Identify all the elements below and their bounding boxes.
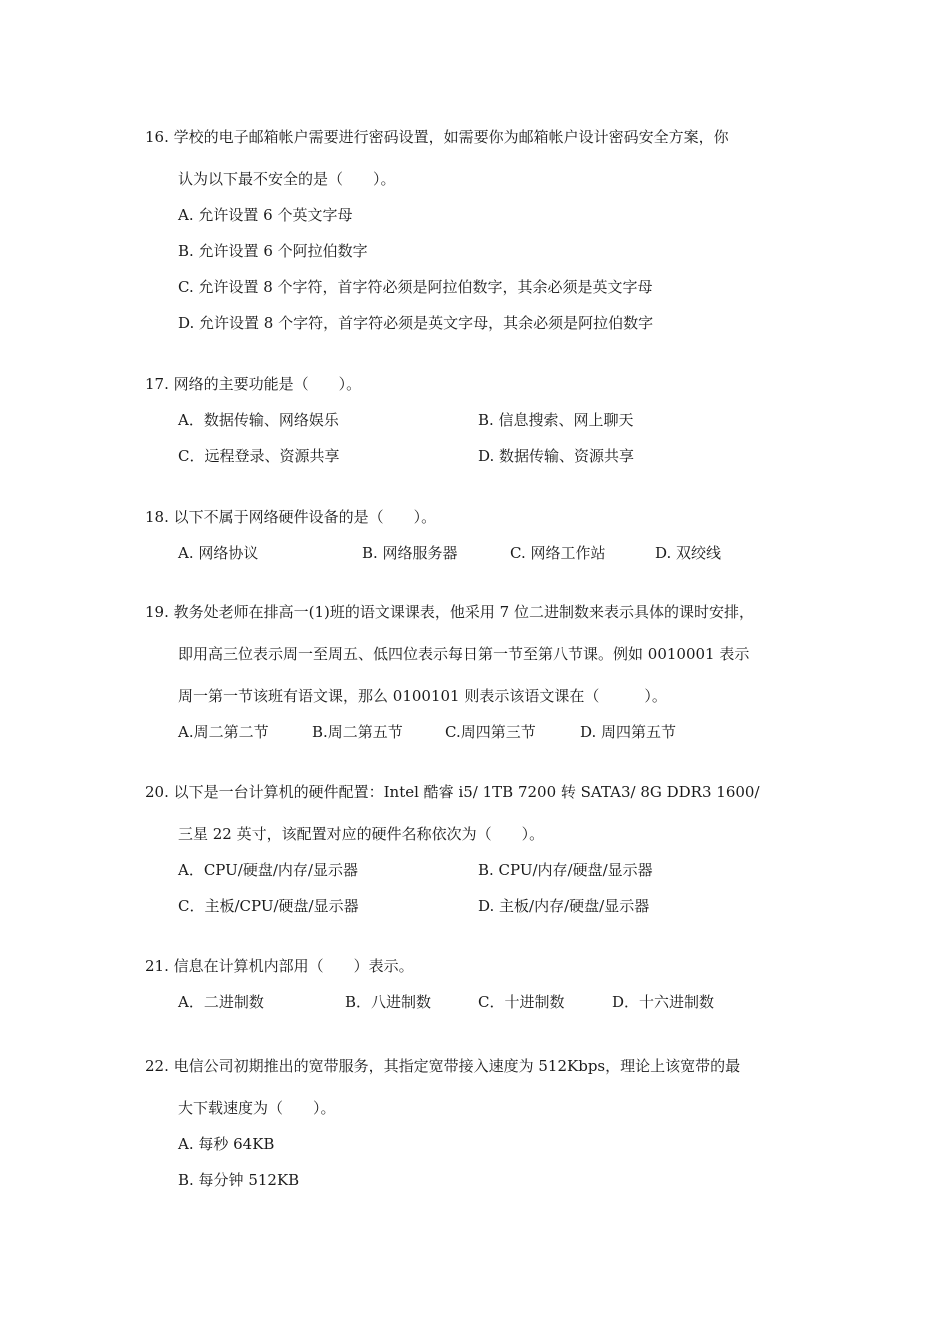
question-17-option-a: A．数据传输、网络娱乐 <box>178 411 339 429</box>
question-21-option-b: B．八进制数 <box>345 993 432 1011</box>
question-20-option-a: A．CPU/硬盘/内存/显示器 <box>178 861 358 879</box>
question-22-stem-line-1: 22. 电信公司初期推出的宽带服务，其指定宽带接入速度为 512Kbps，理论上该宽带的最 <box>145 1057 741 1075</box>
question-19-option-b: B.周二第五节 <box>312 723 403 741</box>
question-22-option-b: B. 每分钟 512KB <box>178 1171 300 1189</box>
question-20-stem-line-2: 三星 22 英寸，该配置对应的硬件名称依次为（ ）。 <box>178 825 545 843</box>
question-16-option-b: B. 允许设置 6 个阿拉伯数字 <box>178 242 368 260</box>
question-19-stem-line-3: 周一第一节该班有语文课，那么 0100101 则表示该语文课在（ ）。 <box>178 687 667 705</box>
question-21-option-d: D．十六进制数 <box>612 993 715 1011</box>
question-18-option-d: D. 双绞线 <box>655 544 722 562</box>
question-17-stem: 17. 网络的主要功能是（ ）。 <box>145 375 362 393</box>
question-17-option-b: B. 信息搜索、网上聊天 <box>478 411 634 429</box>
question-16-stem-line-2: 认为以下最不安全的是（ ）。 <box>178 170 396 188</box>
question-18-stem: 18. 以下不属于网络硬件设备的是（ ）。 <box>145 508 437 526</box>
question-20-option-b: B. CPU/内存/硬盘/显示器 <box>478 861 653 879</box>
question-19-option-c: C.周四第三节 <box>445 723 536 741</box>
question-22-stem-line-2: 大下载速度为（ ）。 <box>178 1099 336 1117</box>
question-16-stem-line-1: 16. 学校的电子邮箱帐户需要进行密码设置，如需要你为邮箱帐户设计密码安全方案，你 <box>145 128 729 146</box>
question-18-option-a: A. 网络协议 <box>178 544 259 562</box>
question-22-option-a: A. 每秒 64KB <box>178 1135 275 1153</box>
question-20-option-c: C．主板/CPU/硬盘/显示器 <box>178 897 359 915</box>
question-21-option-c: C．十进制数 <box>478 993 565 1011</box>
question-19-stem-line-1: 19. 教务处老师在排高一(1)班的语文课课表，他采用 7 位二进制数来表示具体的课时安排， <box>145 603 754 621</box>
question-18-option-c: C. 网络工作站 <box>510 544 606 562</box>
question-18-option-b: B. 网络服务器 <box>362 544 458 562</box>
question-19-stem-line-2: 即用高三位表示周一至周五、低四位表示每日第一节至第八节课。例如 0010001 表示 <box>178 645 750 663</box>
question-21-option-a: A．二进制数 <box>178 993 264 1011</box>
question-17-option-d: D. 数据传输、资源共享 <box>478 447 635 465</box>
question-19-option-d: D. 周四第五节 <box>580 723 677 741</box>
question-17-option-c: C．远程登录、资源共享 <box>178 447 340 465</box>
question-16-option-a: A. 允许设置 6 个英文字母 <box>178 206 353 224</box>
question-20-stem-line-1: 20. 以下是一台计算机的硬件配置：Intel 酷睿 i5/ 1TB 7200 转 SATA3/ 8G DDR3 1600/ <box>145 783 760 801</box>
question-19-option-a: A.周二第二节 <box>178 723 269 741</box>
question-16-option-c: C. 允许设置 8 个字符，首字符必须是阿拉伯数字，其余必须是英文字母 <box>178 278 653 296</box>
question-20-option-d: D. 主板/内存/硬盘/显示器 <box>478 897 650 915</box>
question-16-option-d: D. 允许设置 8 个字符，首字符必须是英文字母，其余必须是阿拉伯数字 <box>178 314 654 332</box>
question-21-stem: 21. 信息在计算机内部用（ ）表示。 <box>145 957 414 975</box>
